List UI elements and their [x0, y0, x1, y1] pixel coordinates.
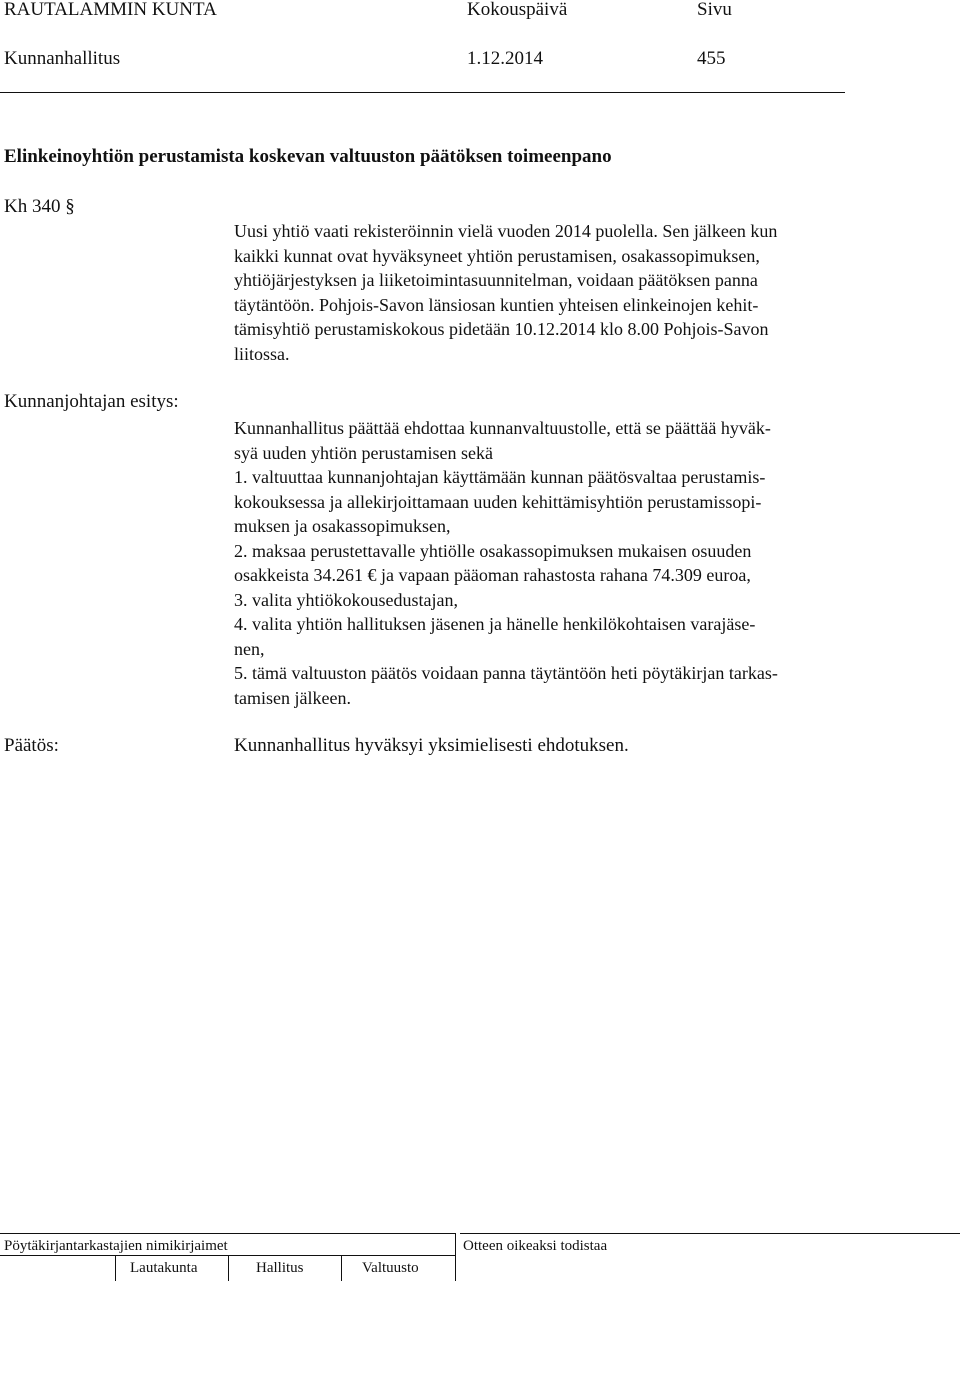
proposal-label: Kunnanjohtajan esitys: [4, 391, 179, 412]
municipality-name: RAUTALAMMIN KUNTA [4, 0, 217, 20]
meeting-date-label: Kokouspäivä [467, 0, 568, 20]
intro-line: täytäntöön. Pohjois-Savon länsiosan kuntien yhteisen elinkeinojen kehit- [234, 294, 759, 315]
signatures-table-divider [228, 1255, 229, 1281]
proposal-line: 2. maksaa perustettavalle yhtiölle osakassopimuksen mukaisen osuuden [234, 540, 752, 561]
footer-column-divider [455, 1233, 456, 1281]
decision-label: Päätös: [4, 735, 59, 756]
page-label: Sivu [697, 0, 732, 20]
signature-cell-lautakunta: Lautakunta [130, 1260, 198, 1276]
intro-line: kaikki kunnat ovat hyväksyneet yhtiön perustamisen, osakassopimuksen, [234, 245, 760, 266]
meeting-date: 1.12.2014 [467, 48, 543, 69]
proposal-line: osakkeista 34.261 € ja vapaan pääoman rahastosta rahana 74.309 euroa, [234, 565, 751, 585]
proposal-line: 3. valita yhtiökokousedustajan, [234, 589, 458, 610]
page-number: 455 [697, 48, 726, 69]
intro-line: yhtiöjärjestyksen ja liiketoimintasuunnitelman, voidaan päätöksen panna [234, 270, 758, 290]
proposal-text [234, 416, 894, 710]
section-intro [234, 219, 894, 366]
certified-label: Otteen oikeaksi todistaa [463, 1238, 608, 1254]
section-label: Kh 340 § [4, 196, 75, 217]
intro-line: Uusi yhtiö vaati rekisteröinnin vielä vuoden 2014 puolella. Sen jälkeen kun [234, 221, 778, 241]
proposal-line: tamisen jälkeen. [234, 687, 351, 708]
proposal-line: nen, [234, 638, 265, 659]
signatures-label: Pöytäkirjantarkastajien nimikirjaimet [4, 1238, 228, 1254]
intro-line: liitossa. [234, 343, 290, 364]
proposal-line: syä uuden yhtiön perustamisen sekä [234, 442, 493, 463]
proposal-line: 1. valtuuttaa kunnanjohtajan käyttämään kunnan päätösvaltaa perustamis- [234, 467, 766, 487]
footer-signatures-rule [0, 1233, 455, 1234]
decision-text: Kunnanhallitus hyväksyi yksimielisesti ehdotuksen. [234, 735, 629, 756]
footer-certified-rule [460, 1233, 960, 1234]
proposal-line: 4. valita yhtiön hallituksen jäsenen ja hänelle henkilökohtaisen varajäse- [234, 614, 756, 634]
proposal-line: Kunnanhallitus päättää ehdottaa kunnanvaltuustolle, että se päättää hyväk- [234, 418, 771, 438]
header-divider [0, 92, 845, 93]
intro-line: tämisyhtiö perustamiskokous pidetään 10.12.2014 klo 8.00 Pohjois-Savon [234, 319, 769, 339]
signatures-table-divider [341, 1255, 342, 1281]
signature-cell-hallitus: Hallitus [256, 1260, 304, 1276]
proposal-line: 5. tämä valtuuston päätös voidaan panna täytäntöön heti pöytäkirjan tarkas- [234, 663, 778, 683]
proposal-line: muksen ja osakassopimuksen, [234, 516, 451, 536]
signature-cell-valtuusto: Valtuusto [362, 1260, 419, 1276]
proposal-line: kokouksessa ja allekirjoittamaan uuden kehittämisyhtiön perustamissopi- [234, 491, 762, 512]
document-title: Elinkeinoyhtiön perustamista koskevan valtuuston päätöksen toimeenpano [4, 146, 612, 167]
body-name: Kunnanhallitus [4, 48, 121, 69]
signatures-table-divider [115, 1255, 116, 1281]
